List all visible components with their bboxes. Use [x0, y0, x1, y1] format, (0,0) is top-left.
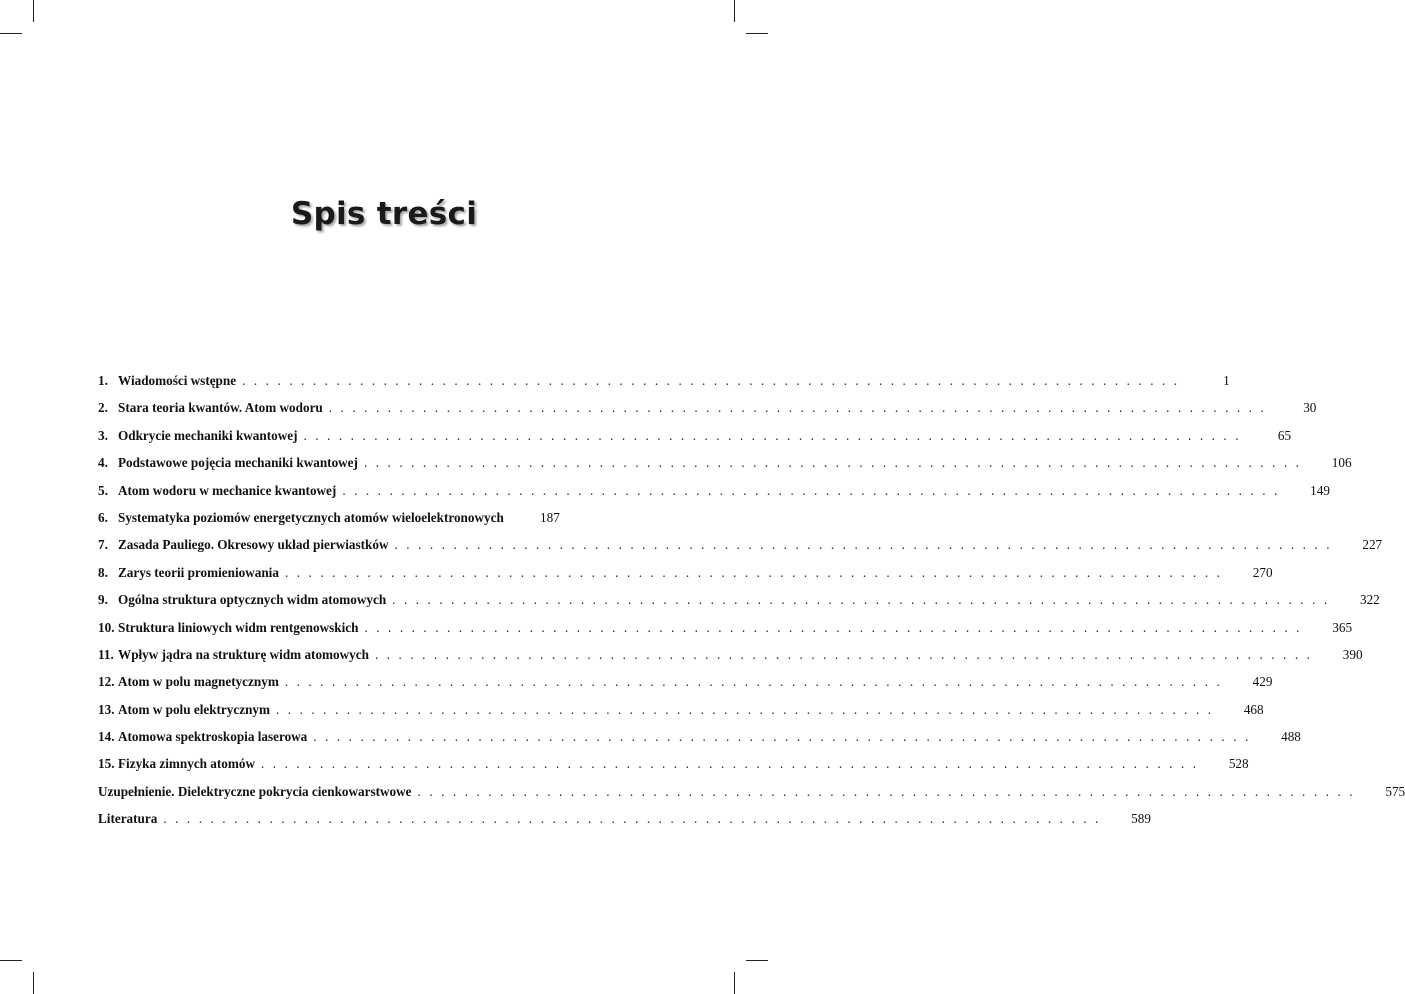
toc-entry-page: 488 — [1281, 729, 1301, 745]
toc-leader-dots: . . . . . . . . . . . . . . . . . . . . . . . . . . . . . . . . . . . . . . . . . . . . . . . . . . . . . . . . . . . . . . . . . . . . . . . . . . . . . . . . — [284, 674, 1223, 690]
toc-entry-number: 8. — [98, 564, 108, 580]
toc-entry-title: Zarys teorii promieniowania — [118, 564, 279, 580]
toc-entry-page: 429 — [1252, 674, 1273, 690]
toc-entry-number: 2. — [98, 400, 108, 416]
toc-entry-number: 1. — [98, 373, 108, 388]
toc-entry — [98, 756, 1249, 783]
toc-entry-number: 3. — [98, 427, 108, 443]
toc-entry — [98, 592, 1380, 619]
toc-entry-page: 390 — [1342, 646, 1363, 662]
toc-entry-title: Wpływ jądra na strukturę widm atomowych — [118, 646, 369, 662]
toc-entry — [98, 455, 1352, 482]
toc-entry-page: 149 — [1310, 482, 1330, 498]
toc-entry — [98, 427, 1292, 455]
toc-leader-dots: . . . . . . . . . . . . . . . . . . . . . . . . . . . . . . . . . . . . . . . . . . . . . . . . . . . . . . . . . . . . . . . . . . . . . . . . . . . . . . . . — [392, 592, 1330, 608]
toc-entry — [98, 619, 1353, 647]
toc-entry — [98, 537, 1383, 564]
toc-entry-page: 30 — [1303, 400, 1317, 416]
crop-mark — [734, 972, 735, 994]
toc-leader-dots: . . . . . . . . . . . . . . . . . . . . . . . . . . . . . . . . . . . . . . . . . . . . . . . . . . . . . . . . . . . . . . . . . . . . . . . . . . . . . . . . — [303, 427, 1242, 443]
crop-mark — [33, 972, 34, 994]
toc-leader-dots: . . . . . . . . . . . . . . . . . . . . . . . . . . . . . . . . . . . . . . . . . . . . . . . . . . . . . . . . . . . . . . . . . . . . . . . . . . . . . . . . — [342, 482, 1280, 498]
toc-entry-title: Uzupełnienie. Dielektryczne pokrycia cienkowarstwowe — [98, 783, 412, 799]
crop-mark — [33, 0, 34, 22]
toc-entry-page: 365 — [1332, 619, 1353, 635]
toc-entry-title: Fizyka zimnych atomów — [118, 756, 255, 772]
toc-entry — [98, 783, 1405, 811]
toc-leader-dots: . . . . . . . . . . . . . . . . . . . . . . . . . . . . . . . . . . . . . . . . . . . . . . . . . . . . . . . . . . . . . . . . . . . . . . . . . . . . . . . . — [363, 455, 1302, 471]
toc-leader-dots: . . . . . . . . . . . . . . . . . . . . . . . . . . . . . . . . . . . . . . . . . . . . . . . . . . . . . . . . . . . . . . . . . . . . . . . . . . . . . . . . — [313, 729, 1251, 745]
toc-entry-page: 589 — [1131, 811, 1151, 827]
toc-leader-dots: . . . . . . . . . . . . . . . . . . . . . . . . . . . . . . . . . . . . . . . . . . . . . . . . . . . . . . . . . . . . . . . . . . . . . . . . . . . . . . . . — [364, 619, 1303, 635]
page-title: Spis treści — [290, 196, 478, 232]
toc-entry-page: 575 — [1385, 783, 1405, 799]
toc-entry — [98, 400, 1317, 427]
toc-leader-dots: . . . . . . . . . . . . . . . . . . . . . . . . . . . . . . . . . . . . . . . . . . . . . . . . . . . . . . . . . . . . . . . . . . . . . . . . . . . . . . . . — [242, 373, 1180, 388]
toc-entry — [98, 729, 1301, 756]
toc-leader-dots: . . . . . . . . . . . . . . . . . . . . . . . . . . . . . . . . . . . . . . . . . . . . . . . . . . . . . . . . . . . . . . . . . . . . . . . . . . . . . . . . — [163, 811, 1101, 827]
toc-entry-title: Zasada Pauliego. Okresowy układ pierwiastków — [118, 537, 389, 553]
toc-leader-dots: . . . . . . . . . . . . . . . . . . . . . . . . . . . . . . . . . . . . . . . . . . . . . . . . . . . . . . . . . . . . . . . . . . . . . . . . . . . . . . . . — [417, 783, 1356, 799]
toc-entry-title: Atom wodoru w mechanice kwantowej — [118, 482, 337, 498]
toc-entry — [98, 811, 1151, 838]
toc-entry-page: 270 — [1252, 564, 1273, 580]
toc-entry-title: Podstawowe pojęcia mechaniki kwantowej — [118, 455, 358, 471]
toc-entry-page: 187 — [540, 509, 560, 525]
crop-mark — [746, 960, 768, 961]
crop-mark — [746, 33, 768, 34]
toc-entry-title: Stara teoria kwantów. Atom wodoru — [118, 400, 323, 416]
toc-entry-page: 468 — [1243, 701, 1264, 717]
toc-entry-number: 5. — [98, 482, 108, 498]
toc-entry-number: 13. — [98, 701, 115, 717]
toc-leader-dots: . . . . . . . . . . . . . . . . . . . . . . . . . . . . . . . . . . . . . . . . . . . . . . . . . . . . . . . . . . . . . . . . . . . . . . . . . . . . . . . . — [284, 564, 1223, 580]
toc-entry-title: Atom w polu elektrycznym — [118, 701, 270, 717]
toc-entry — [98, 509, 560, 537]
toc-entry-title: Systematyka poziomów energetycznych atomów wieloelektronowych — [118, 509, 504, 525]
toc-entry — [98, 482, 1330, 510]
toc-entry-page: 227 — [1362, 537, 1383, 553]
toc-entry-number: 11. — [98, 646, 114, 662]
toc-entry-page: 322 — [1359, 592, 1380, 608]
toc-entry-number: 12. — [98, 674, 115, 690]
toc-entry — [98, 373, 1230, 400]
toc-entry-number: 14. — [98, 729, 115, 745]
toc-leader-dots: . . . . . . . . . . . . . . . . . . . . . . . . . . . . . . . . . . . . . . . . . . . . . . . . . . . . . . . . . . . . . . . . . . . . . . . . . . . . . . . . — [374, 646, 1313, 662]
toc-entry-title: Odkrycie mechaniki kwantowej — [118, 427, 298, 443]
toc-entry-number: 15. — [98, 756, 115, 772]
toc-entry-number: 9. — [98, 592, 108, 608]
toc-entry-title: Wiadomości wstępne — [118, 373, 237, 388]
crop-mark — [0, 33, 22, 34]
toc-entry-title: Atomowa spektroskopia laserowa — [118, 729, 308, 745]
toc-entry — [98, 564, 1273, 592]
toc-entry-page: 106 — [1331, 455, 1352, 471]
toc-entry-number: 4. — [98, 455, 108, 471]
toc-leader-dots: . . . . . . . . . . . . . . . . . . . . . . . . . . . . . . . . . . . . . . . . . . . . . . . . . . . . . . . . . . . . . . . . . . . . . . . . . . . . . . . . — [328, 400, 1267, 416]
crop-mark — [0, 960, 22, 961]
toc-entry-page: 1 — [1223, 373, 1230, 388]
toc-entry — [98, 646, 1363, 674]
toc-entry-title: Atom w polu magnetycznym — [118, 674, 279, 690]
toc-entry-page: 65 — [1277, 427, 1292, 443]
toc-leader-dots: . . . . . . . . . . . . . . . . . . . . . . . . . . . . . . . . . . . . . . . . . . . . . . . . . . . . . . . . . . . . . . . . . . . . . . . . . . . . . . . . — [276, 701, 1214, 717]
crop-mark — [734, 0, 735, 22]
toc-entry-number: 10. — [98, 619, 115, 635]
toc-entry-title: Literatura — [98, 811, 158, 827]
toc-leader-dots: . . . . . . . . . . . . . . . . . . . . . . . . . . . . . . . . . . . . . . . . . . . . . . . . . . . . . . . . . . . . . . . . . . . . . . . . . . . . . . . . — [394, 537, 1333, 553]
toc-entry — [98, 701, 1264, 729]
toc-entry-title: Ogólna struktura optycznych widm atomowych — [118, 592, 387, 608]
toc-entry-number: 6. — [98, 509, 108, 525]
toc-entry-page: 528 — [1228, 756, 1249, 772]
toc-leader-dots: . . . . . . . . . . . . . . . . . . . . . . . . . . . . . . . . . . . . . . . . . . . . . . . . . . . . . . . . . . . . . . . . . . . . . . . . . . . . . . . . — [261, 756, 1199, 772]
toc-entry — [98, 674, 1273, 701]
toc-entry-title: Struktura liniowych widm rentgenowskich — [118, 619, 359, 635]
toc-entry-number: 7. — [98, 537, 108, 553]
table-of-contents — [98, 373, 1405, 839]
